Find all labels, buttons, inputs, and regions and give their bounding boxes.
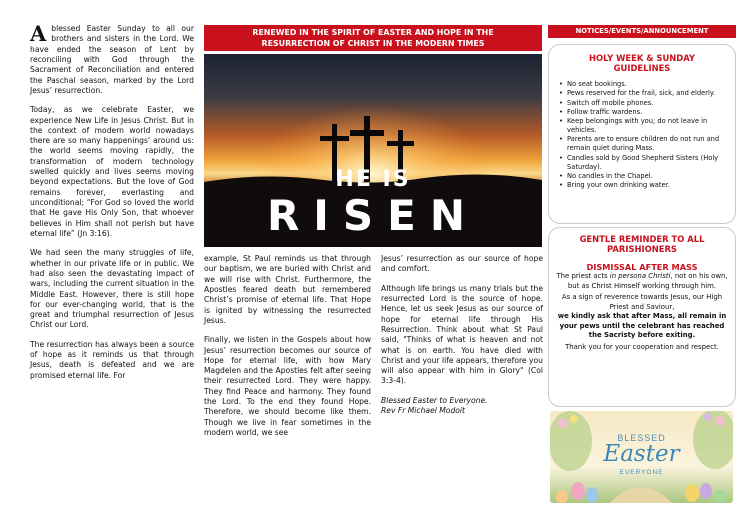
bullet-icon: • [559, 89, 563, 98]
gentle-reminder-box [548, 227, 736, 407]
closing-greeting: Blessed Easter to Everyone. [381, 395, 488, 405]
article-paragraph: The resurrection has always been a source of hope as it reminds us that through Jesus, death is defeated and we are promised eternal life. For [30, 339, 194, 380]
article-column-right [381, 254, 543, 425]
hero-text-he-is: HE IS [335, 167, 411, 192]
list-item: • Bring your own drinking water. [559, 181, 670, 190]
bullet-icon: • [559, 135, 563, 144]
card-text-blessed: BLESSED [617, 433, 666, 443]
list-item: • No seat bookings. [559, 80, 627, 89]
card-text-everyone: EVERYONE [619, 469, 664, 476]
reminder-paragraph: The priest acts in persona Christi, not on his own, but as Christ Himself working through him. [556, 272, 728, 290]
list-item: • No candles in the Chapel. [559, 171, 653, 180]
article-paragraph: example, St Paul reminds us that through our baptism, we are buried with Christ and we will rise with Christ. Furthermore, the Apostles feared death but remembered Christ’s promise of eternal life. That Hope is ignited by witnessing the resurrected Jesus. [204, 254, 371, 325]
list-item: • Keep belongings with you; do not leave in vehicles. [559, 116, 708, 135]
article-title-line: RESURRECTION OF CHRIST IN THE MODERN TIMES [261, 39, 485, 48]
reminder-paragraph-bold: we kindly ask that after Mass, all remain in your pews until the celebrant has reached the Sacristy before exiting. [557, 312, 727, 340]
bullet-icon: • [559, 107, 563, 116]
guidelines-list [559, 80, 735, 190]
article-paragraph: Jesus’ resurrection as our source of hope and comfort. [381, 254, 543, 274]
list-item: • Pews reserved for the frail, sick, and elderly. [559, 89, 716, 98]
reminder-title: GENTLE REMINDER TO ALL PARISHIONERS [579, 234, 705, 255]
article-paragraph: We had seen the many struggles of life, whether in our private life or in public. We had also seen the devastating impact of wars, including the current situation in the Middle East. However, there is still hope for our ever-changing world, that is the great and triumphal resurrection of Jesus Christ our Lord. [30, 248, 194, 330]
intro-paragraph: Ablessed Easter Sunday to all our brothers and sisters in the Lord. We have ended the season of Lent by reconciling with God through the Sacrament of Reconciliation and entered the Paschal season, marked by the Lord Jesus’ resurrection. [30, 21, 194, 95]
list-item: • Switch off mobile phones. [559, 98, 654, 107]
article-column-left [30, 21, 194, 390]
article-title-line: RENEWED IN THE SPIRIT OF EASTER AND HOPE IN THE [252, 28, 494, 37]
article-paragraph: Although life brings us many trials but the resurrected Lord is the source of hope. Hence, let us seek Jesus as our source of hope for eternal life through His Resurrection. Think about what St Paul said, "Thinks of what is heaven and not what is on earth. You have died with Christ and your life appears, therefore you will also appear with him in Glory" (Col 3:3-4). [381, 283, 543, 386]
blessed-easter-card [550, 411, 733, 503]
reminder-paragraph: As a sign of reverence towards Jesus, our High Priest and Saviour, [561, 293, 723, 311]
author-name: Rev Fr Michael Modoit [381, 406, 466, 416]
bullet-icon: • [559, 153, 563, 162]
notices-header: NOTICES/EVENTS/ANNOUNCEMENT [548, 25, 736, 38]
closing-signature [381, 396, 543, 417]
bullet-icon: • [559, 171, 563, 180]
card-text-easter: Easter [603, 441, 680, 467]
bullet-icon: • [559, 116, 563, 125]
hero-text-risen: RISEN [266, 191, 480, 240]
bullet-icon: • [559, 98, 563, 107]
article-title-banner [204, 25, 542, 51]
drop-cap: A [30, 21, 47, 46]
reminder-body [549, 272, 735, 352]
he-is-risen-image [204, 54, 542, 247]
holy-week-title: HOLY WEEK & SUNDAY GUIDELINES [589, 53, 695, 74]
holy-week-guidelines-box [548, 44, 736, 224]
article-column-middle [204, 254, 371, 447]
sunset-crosses-illustration [204, 54, 542, 247]
list-item: • Candles sold by Good Shepherd Sisters (Holy Saturday). [559, 153, 719, 171]
dismissal-subtitle: DISMISSAL AFTER MASS [586, 262, 698, 273]
reminder-paragraph: Thank you for your cooperation and respect. [565, 342, 719, 351]
list-item: • Parents are to ensure children do not run and remain quiet during Mass. [559, 135, 720, 153]
article-paragraph: Finally, we listen in the Gospels about how Jesus’ resurrection becomes our source of Hope for eternal life, with how Mary Magdelen and the Apostles felt after seeing their resurrected Lord. They were happy. They find Peace and harmony. They found the Lord. To the end they found Hope. Therefore, we should become like them. Though we live in fear sometimes in the modern world, we see [204, 335, 371, 437]
bullet-icon: • [559, 80, 563, 89]
list-item: • Follow traffic wardens. [559, 107, 643, 116]
bullet-icon: • [559, 181, 563, 190]
article-paragraph: Today, as we celebrate Easter, we experience New Life in Jesus Christ. But in the context of modern world nowadays there are so many happenings’ around us: the world seems moving rapidly, the transformation of modern technology swelled quickly and lives seems moving beyond expectations. But the love of God remains forever, everlasting and unconditional; “For God so loved the world that He gave His Only Son, that whoever believes in Him shall not perish but have eternal life” (Jn 3:16). [30, 105, 194, 238]
